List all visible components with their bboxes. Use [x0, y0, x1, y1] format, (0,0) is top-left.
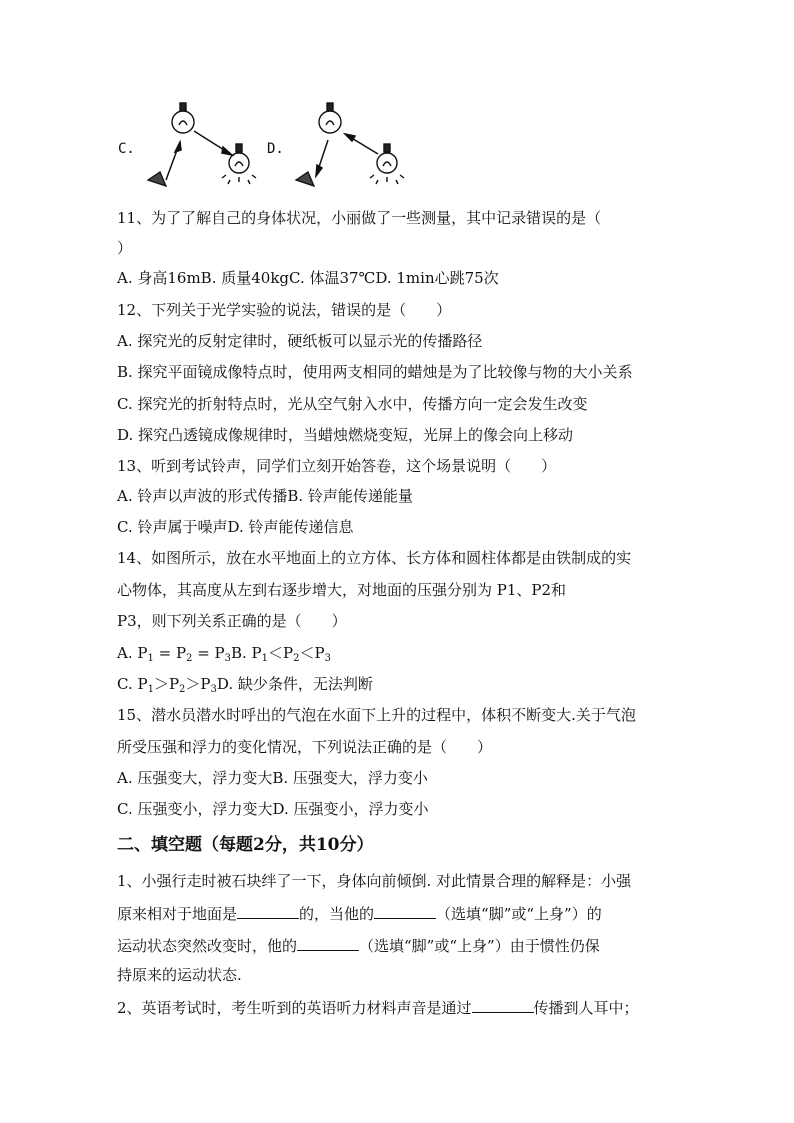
figure-d-diagram — [290, 100, 415, 192]
q13-options-ab: A. 铃声以声波的形式传播B. 铃声能传递能量 — [117, 487, 413, 505]
answer-blank[interactable] — [237, 902, 299, 919]
q11-stem-end: ） — [117, 239, 133, 257]
q12-option-b: B. 探究平面镜成像特点时，使用两支相同的蜡烛是为了比较像与物的大小关系 — [117, 363, 633, 381]
q12-option-c: C. 探究光的折射特点时，光从空气射入水中，传播方向一定会发生改变 — [117, 395, 588, 413]
fill2-line-1: 2、英语考试时，考生听到的英语听力材料声音是通过 传播到人耳中； — [117, 996, 639, 1018]
q12-option-d: D. 探究凸透镜成像规律时，当蜡烛燃烧变短，光屏上的像会向上移动 — [117, 426, 574, 444]
q14-stem-1: 14、如图所示，放在水平地面上的立方体、长方体和圆柱体都是由铁制成的实 — [117, 549, 632, 567]
fill1-line-1: 1、小强行走时被石块绊了一下，身体向前倾倒. 对此情景合理的解释是：小强 — [117, 872, 632, 890]
q13-options-cd: C. 铃声属于噪声D. 铃声能传递信息 — [117, 518, 354, 536]
q15-stem-2: 所受压强和浮力的变化情况，下列说法正确的是（ ） — [117, 738, 493, 756]
q15-stem-1: 15、潜水员潜水时呼出的气泡在水面下上升的过程中，体积不断变大.关于气泡 — [117, 706, 636, 724]
q14-stem-3: P3，则下列关系正确的是（ ） — [117, 612, 347, 630]
q14-options-ab: A. $P_1 = P_2 = P_3B$. $P_1<P_2<P_3$ — [117, 644, 331, 664]
answer-blank[interactable] — [297, 934, 359, 951]
figure-c-diagram — [140, 100, 265, 192]
section-2-title: 二、填空题（每题2分，共10分） — [117, 835, 374, 855]
bulb-icon-right — [370, 144, 404, 184]
eye-icon — [148, 172, 166, 186]
light-ray-lines — [166, 131, 232, 180]
eye-icon — [296, 172, 314, 186]
q11-options: A. 身高16mB. 质量40kgC. 体温37℃D. 1min心跳75次 — [117, 269, 499, 287]
q12-option-a: A. 探究光的反射定律时，硬纸板可以显示光的传播路径 — [117, 332, 483, 350]
fill1-line-2: 原来相对于地面是 的，当他的 （选填“脚”或“上身”）的 — [117, 902, 602, 924]
q15-options-cd: C. 压强变小，浮力变大D. 压强变小，浮力变小 — [117, 800, 429, 818]
figure-d-label: D. — [267, 141, 284, 157]
bulb-icon-top — [319, 103, 341, 133]
q14-stem-2: 心物体，其高度从左到右逐步增大，对地面的压强分别为 P1、P2和 — [117, 581, 567, 599]
answer-blank[interactable] — [472, 996, 534, 1013]
q13-stem: 13、听到考试铃声，同学们立刻开始答卷，这个场景说明（ ） — [117, 457, 557, 475]
q14-options-cd: C. $P_1>P_2>P_3D$. 缺少条件，无法判断 — [117, 675, 373, 695]
fill1-line-3: 运动状态突然改变时，他的 （选填“脚”或“上身”）由于惯性仍保 — [117, 934, 600, 956]
q15-options-ab: A. 压强变大，浮力变大B. 压强变大，浮力变小 — [117, 769, 428, 787]
light-ray-lines — [316, 134, 378, 176]
bulb-icon-top — [172, 103, 194, 133]
q11-stem: 11、为了了解自己的身体状况，小丽做了一些测量，其中记录错误的是（ — [117, 209, 602, 227]
answer-blank[interactable] — [374, 902, 436, 919]
q12-stem: 12、下列关于光学实验的说法，错误的是（ ） — [117, 301, 452, 319]
figure-c-label: C. — [118, 141, 135, 157]
fill1-line-4: 持原来的运动状态. — [117, 966, 242, 984]
